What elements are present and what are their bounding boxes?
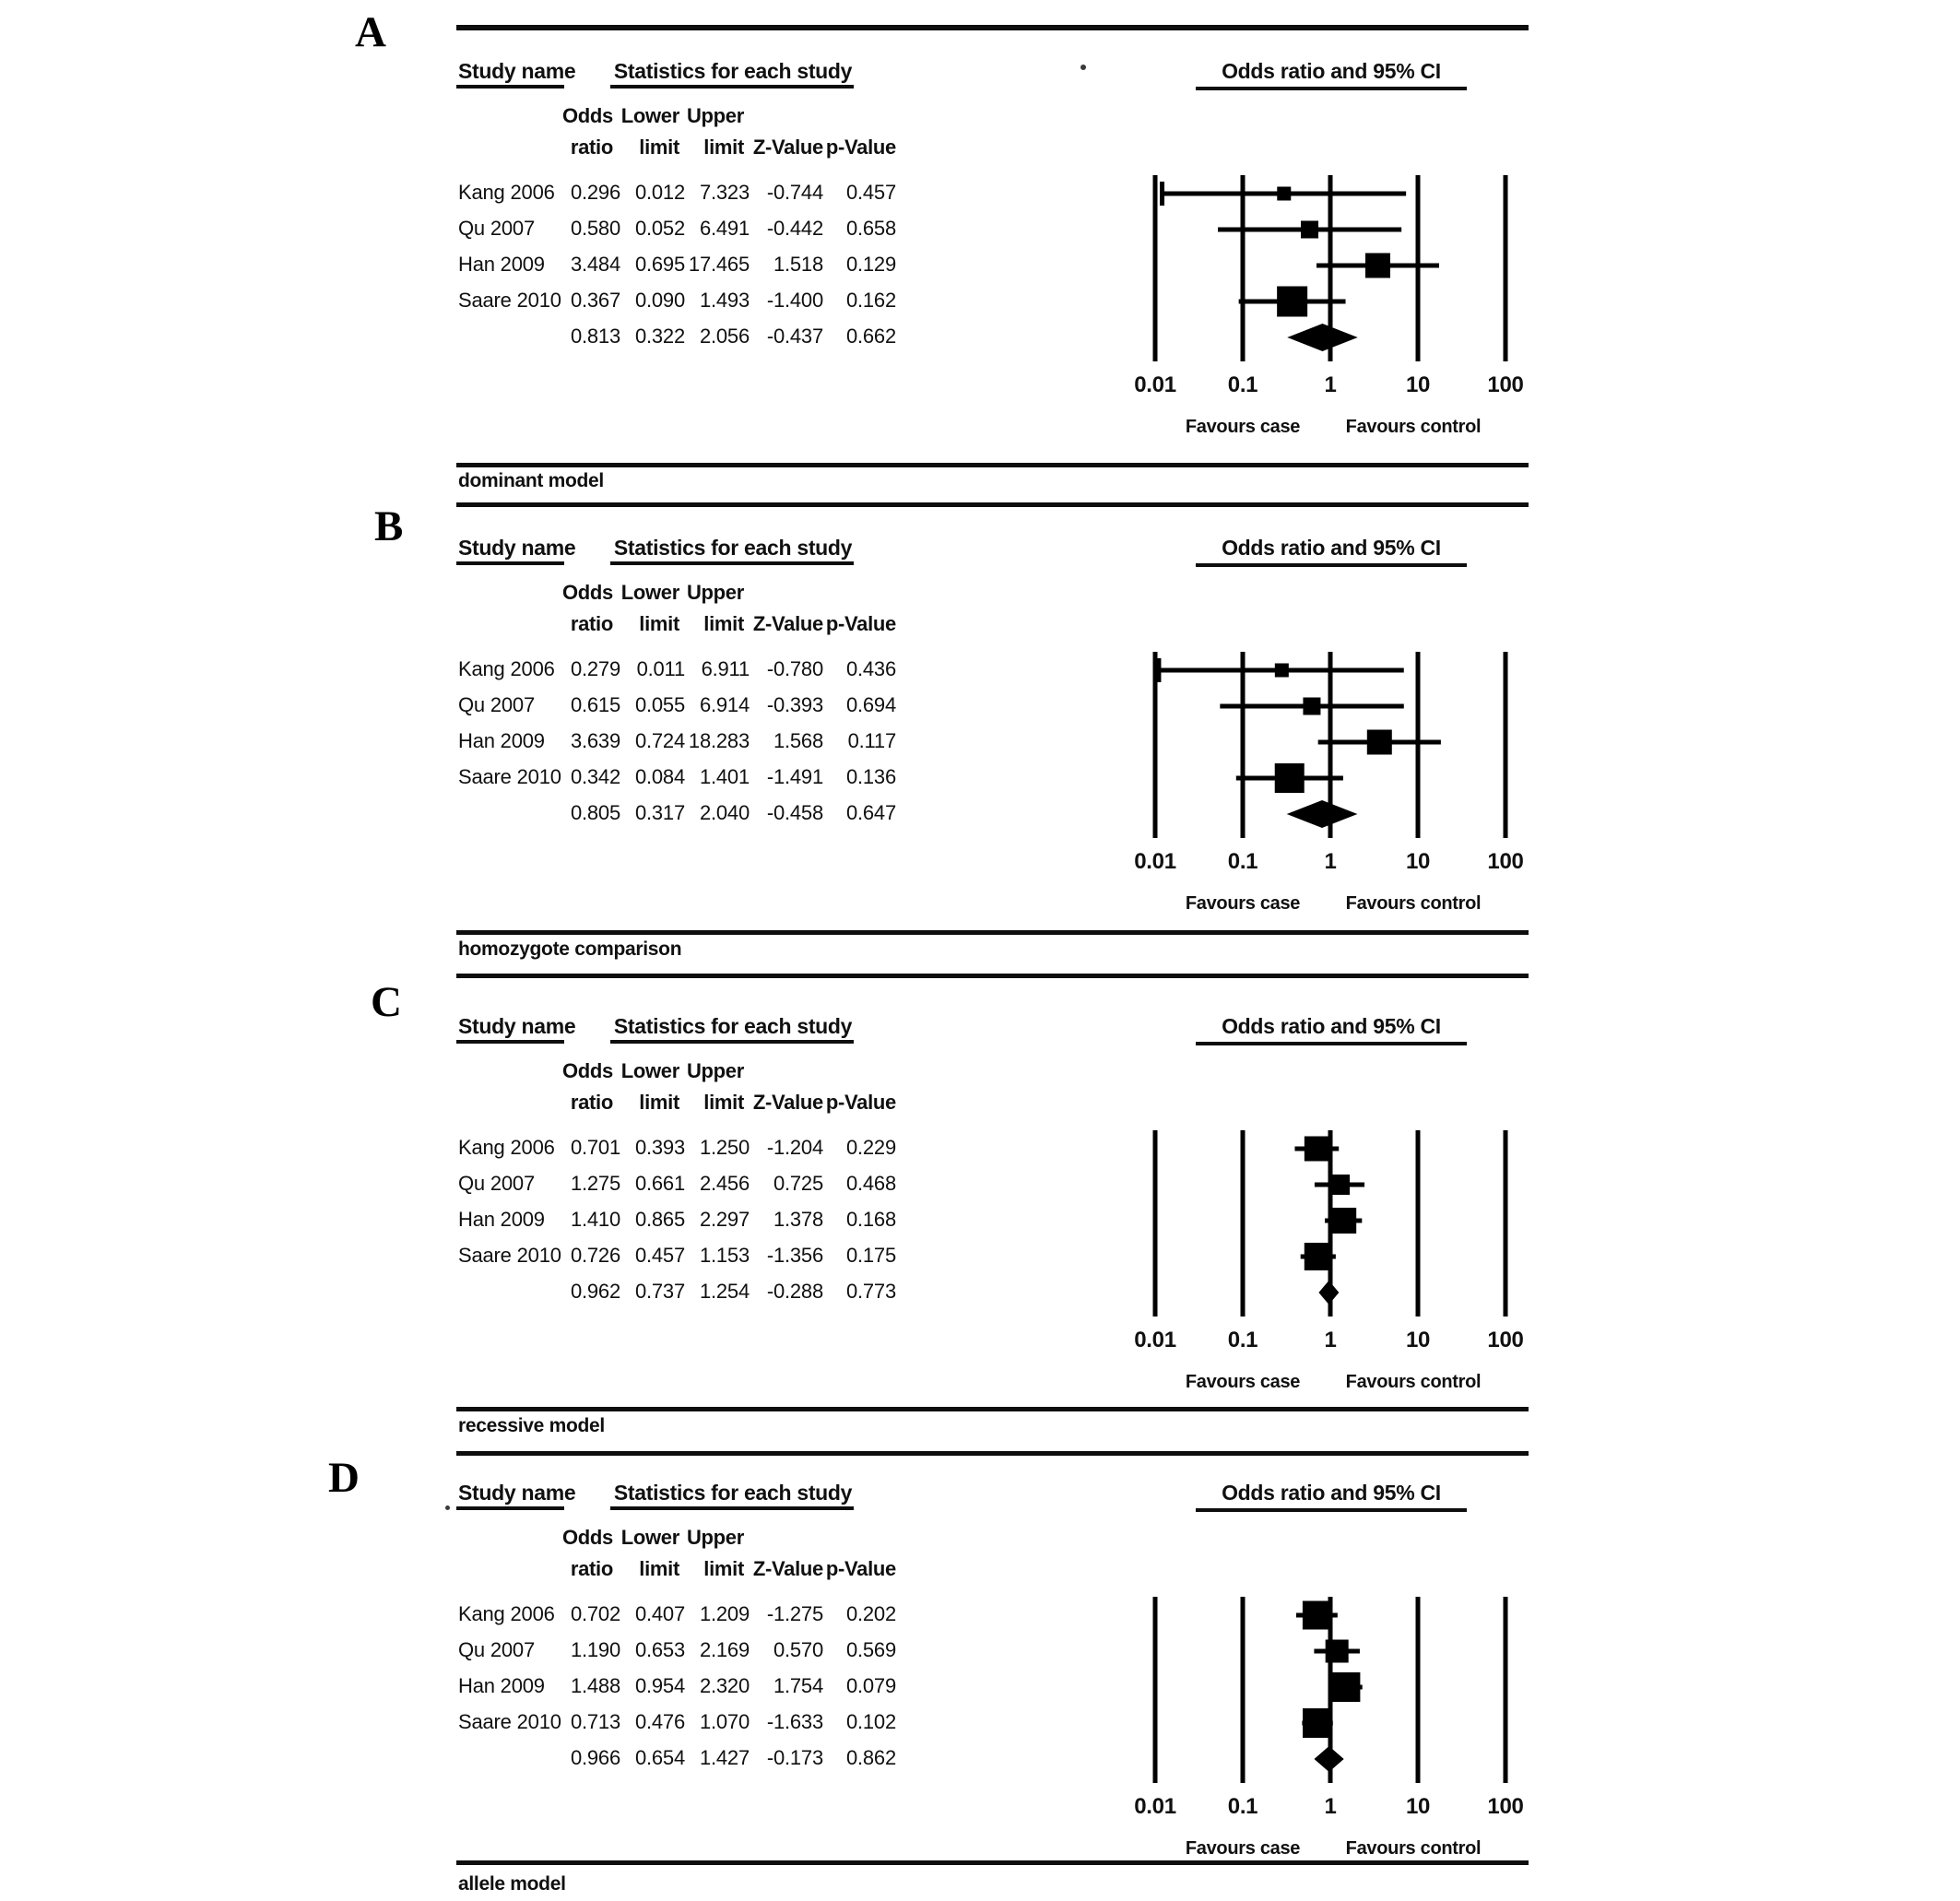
odds-ratio-value: 1.410	[570, 1208, 620, 1231]
column-header-z-value: Z-Value	[752, 136, 823, 159]
study-name: Saare 2010	[458, 289, 561, 312]
strip-rule	[456, 1451, 1529, 1456]
lower-limit-value: 0.724	[634, 729, 685, 752]
z-value-value: 0.725	[773, 1172, 823, 1195]
column-header-upper: Upper	[686, 104, 744, 127]
panel-letter-a: A	[355, 8, 386, 56]
favours-case-label: Favours case	[1185, 1838, 1301, 1859]
upper-limit-value: 2.169	[699, 1638, 750, 1661]
forest-plot-d	[1102, 1578, 1581, 1800]
forest-plot-c	[1102, 1112, 1581, 1333]
lower-limit-value: 0.012	[634, 181, 685, 204]
stats-header: Statistics for each study	[613, 536, 853, 560]
study-name: Han 2009	[458, 253, 545, 276]
favours-case-label: Favours case	[1185, 1372, 1301, 1392]
favours-case-label: Favours case	[1185, 417, 1301, 437]
upper-limit-value: 2.456	[699, 1172, 750, 1195]
model-label-homozygote-comparison: homozygote comparison	[458, 939, 682, 960]
upper-limit-value: 18.283	[688, 729, 750, 752]
upper-limit-value: 7.323	[699, 181, 750, 204]
odds-ratio-value: 1.275	[570, 1172, 620, 1195]
study-name-header: Study name	[458, 1481, 576, 1505]
stats-underline	[610, 1506, 854, 1510]
summary-diamond	[1287, 324, 1357, 351]
odds-ratio-value: 0.805	[570, 801, 620, 824]
study-name: Kang 2006	[458, 181, 555, 204]
upper-limit-value: 1.254	[699, 1280, 750, 1303]
lower-limit-value: 0.322	[634, 325, 685, 348]
column-header-z-value: Z-Value	[752, 612, 823, 635]
p-value-value: 0.569	[845, 1638, 896, 1661]
column-header-lower: Lower	[620, 104, 679, 127]
lower-limit-value: 0.052	[634, 217, 685, 240]
p-value-value: 0.202	[845, 1602, 896, 1625]
z-value-value: 1.754	[773, 1674, 823, 1697]
upper-limit-value: 6.491	[699, 217, 750, 240]
lower-limit-value: 0.084	[634, 765, 685, 788]
p-value-value: 0.175	[845, 1244, 896, 1267]
upper-limit-value: 2.297	[699, 1208, 750, 1231]
column-header-limit: limit	[639, 1557, 679, 1580]
axis-tick-label: 0.1	[1227, 1794, 1258, 1819]
favours-control-label: Favours control	[1345, 417, 1482, 437]
summary-diamond	[1314, 1746, 1343, 1772]
column-header-ratio: ratio	[570, 1091, 613, 1114]
summary-diamond	[1318, 1281, 1339, 1305]
plot-header-underline	[1196, 1508, 1467, 1512]
odds-ratio-value: 3.484	[570, 253, 620, 276]
z-value-value: -0.780	[766, 657, 823, 680]
study-name: Qu 2007	[458, 1638, 536, 1661]
p-value-value: 0.079	[845, 1674, 896, 1697]
study-name: Kang 2006	[458, 1602, 555, 1625]
or-marker	[1303, 698, 1320, 715]
column-header-ratio: ratio	[570, 612, 613, 635]
axis-tick-label: 0.01	[1134, 1328, 1176, 1352]
odds-ratio-value: 1.190	[570, 1638, 620, 1661]
z-value-value: 1.568	[773, 729, 823, 752]
summary-diamond	[1287, 800, 1358, 828]
panel-letter-c: C	[371, 978, 402, 1026]
p-value-value: 0.647	[845, 801, 896, 824]
axis-tick-label: 1	[1324, 849, 1337, 874]
p-value-value: 0.457	[845, 181, 896, 204]
lower-limit-value: 0.653	[634, 1638, 685, 1661]
study-name: Han 2009	[458, 1674, 545, 1697]
model-label-dominant-model: dominant model	[458, 470, 604, 491]
p-value-value: 0.468	[845, 1172, 896, 1195]
z-value-value: -1.356	[766, 1244, 823, 1267]
plot-header-underline	[1196, 1042, 1467, 1045]
stats-header: Statistics for each study	[613, 59, 853, 83]
upper-limit-value: 17.465	[688, 253, 750, 276]
column-header-lower: Lower	[620, 1059, 679, 1082]
upper-limit-value: 2.056	[699, 325, 750, 348]
column-header-limit: limit	[639, 136, 679, 159]
column-header-limit: limit	[703, 612, 744, 635]
upper-limit-value: 1.401	[699, 765, 750, 788]
or-marker	[1303, 1708, 1332, 1738]
upper-limit-value: 1.493	[699, 289, 750, 312]
study-name: Han 2009	[458, 729, 545, 752]
forest-plot-b	[1102, 633, 1581, 855]
plot-header-underline	[1196, 563, 1467, 567]
z-value-value: -0.458	[766, 801, 823, 824]
z-value-value: 1.378	[773, 1208, 823, 1231]
or-marker	[1303, 1601, 1331, 1630]
column-header-limit: limit	[703, 1091, 744, 1114]
study-name: Saare 2010	[458, 765, 561, 788]
z-value-value: -1.633	[766, 1710, 823, 1733]
z-value-value: -0.173	[766, 1746, 823, 1769]
study-name: Han 2009	[458, 1208, 545, 1231]
odds-ratio-value: 0.702	[570, 1602, 620, 1625]
axis-tick-label: 10	[1405, 1328, 1431, 1352]
p-value-value: 0.662	[845, 325, 896, 348]
column-header-ratio: ratio	[570, 136, 613, 159]
column-header-odds: Odds	[561, 581, 613, 604]
axis-tick-label: 1	[1324, 1794, 1337, 1819]
axis-tick-label: 10	[1405, 372, 1431, 397]
column-header-upper: Upper	[686, 581, 744, 604]
z-value-value: -0.744	[766, 181, 823, 204]
axis-tick-label: 0.1	[1227, 372, 1258, 397]
p-value-value: 0.136	[845, 765, 896, 788]
column-header-z-value: Z-Value	[752, 1557, 823, 1580]
odds-ratio-value: 0.367	[570, 289, 620, 312]
stats-header: Statistics for each study	[613, 1481, 853, 1505]
p-value-value: 0.129	[845, 253, 896, 276]
study-name-underline	[456, 561, 564, 565]
model-label-recessive-model: recessive model	[458, 1415, 605, 1436]
z-value-value: -0.393	[766, 693, 823, 716]
lower-limit-value: 0.317	[634, 801, 685, 824]
column-header-odds: Odds	[561, 1526, 613, 1549]
upper-limit-value: 2.320	[699, 1674, 750, 1697]
z-value-value: -1.400	[766, 289, 823, 312]
p-value-value: 0.862	[845, 1746, 896, 1769]
column-header-lower: Lower	[620, 1526, 679, 1549]
stats-underline	[610, 1040, 854, 1044]
upper-limit-value: 1.250	[699, 1136, 750, 1159]
odds-ratio-value: 0.726	[570, 1244, 620, 1267]
strip-rule	[456, 1860, 1529, 1865]
upper-limit-value: 1.427	[699, 1746, 750, 1769]
artifact-dot	[1080, 65, 1086, 70]
odds-ratio-value: 0.713	[570, 1710, 620, 1733]
upper-limit-value: 6.911	[701, 657, 750, 680]
favours-control-label: Favours control	[1345, 1838, 1482, 1859]
upper-limit-value: 6.914	[699, 693, 750, 716]
axis-tick-label: 10	[1405, 849, 1431, 874]
study-name: Kang 2006	[458, 657, 555, 680]
column-header-p-value: p-Value	[825, 1557, 896, 1580]
odds-ratio-value: 0.701	[570, 1136, 620, 1159]
column-header-upper: Upper	[686, 1526, 744, 1549]
study-name-underline	[456, 1040, 564, 1044]
odds-ratio-value: 0.279	[570, 657, 620, 680]
plot-header: Odds ratio and 95% CI	[1222, 1014, 1441, 1038]
or-marker	[1305, 1243, 1332, 1270]
odds-ratio-value: 0.615	[570, 693, 620, 716]
column-header-limit: limit	[703, 1557, 744, 1580]
plot-header: Odds ratio and 95% CI	[1222, 1481, 1441, 1505]
study-name-header: Study name	[458, 536, 576, 560]
z-value-value: -1.275	[766, 1602, 823, 1625]
z-value-value: -0.442	[766, 217, 823, 240]
odds-ratio-value: 0.962	[570, 1280, 620, 1303]
column-header-lower: Lower	[620, 581, 679, 604]
study-name: Saare 2010	[458, 1244, 561, 1267]
or-marker	[1329, 1175, 1350, 1195]
axis-tick-label: 100	[1487, 849, 1524, 874]
odds-ratio-value: 1.488	[570, 1674, 620, 1697]
panel-letter-d: D	[328, 1454, 360, 1502]
odds-ratio-value: 0.813	[570, 325, 620, 348]
upper-limit-value: 1.209	[699, 1602, 750, 1625]
lower-limit-value: 0.011	[636, 657, 685, 680]
odds-ratio-value: 0.342	[570, 765, 620, 788]
or-marker	[1275, 763, 1305, 793]
favours-control-label: Favours control	[1345, 1372, 1482, 1392]
lower-limit-value: 0.954	[634, 1674, 685, 1697]
study-name: Qu 2007	[458, 1172, 536, 1195]
column-header-z-value: Z-Value	[752, 1091, 823, 1114]
strip-rule	[456, 1407, 1529, 1411]
figure-top-rule	[456, 25, 1529, 30]
strip-rule	[456, 930, 1529, 935]
z-value-value: -1.204	[766, 1136, 823, 1159]
or-marker	[1330, 1672, 1360, 1702]
plot-header: Odds ratio and 95% CI	[1222, 59, 1441, 83]
study-name: Qu 2007	[458, 217, 536, 240]
p-value-value: 0.162	[845, 289, 896, 312]
lower-limit-value: 0.865	[634, 1208, 685, 1231]
study-name: Qu 2007	[458, 693, 536, 716]
axis-tick-label: 0.01	[1134, 372, 1176, 397]
column-header-limit: limit	[639, 1091, 679, 1114]
axis-tick-label: 1	[1324, 372, 1337, 397]
axis-tick-label: 100	[1487, 372, 1524, 397]
study-name-underline	[456, 1506, 564, 1510]
model-label-allele-model: allele model	[458, 1873, 566, 1895]
or-marker	[1330, 1208, 1356, 1234]
column-header-upper: Upper	[686, 1059, 744, 1082]
or-marker	[1275, 664, 1289, 678]
study-name-underline	[456, 85, 564, 89]
lower-limit-value: 0.393	[634, 1136, 685, 1159]
or-marker	[1301, 221, 1318, 239]
strip-rule	[456, 974, 1529, 978]
study-name-header: Study name	[458, 1014, 576, 1038]
or-marker	[1365, 254, 1390, 278]
z-value-value: -0.437	[766, 325, 823, 348]
odds-ratio-value: 0.966	[570, 1746, 620, 1769]
lower-limit-value: 0.090	[634, 289, 685, 312]
column-header-p-value: p-Value	[825, 612, 896, 635]
axis-tick-label: 0.1	[1227, 1328, 1258, 1352]
axis-tick-label: 10	[1405, 1794, 1431, 1819]
p-value-value: 0.168	[845, 1208, 896, 1231]
lower-limit-value: 0.457	[634, 1244, 685, 1267]
column-header-limit: limit	[703, 136, 744, 159]
lower-limit-value: 0.407	[634, 1602, 685, 1625]
column-header-ratio: ratio	[570, 1557, 613, 1580]
lower-limit-value: 0.737	[634, 1280, 685, 1303]
column-header-limit: limit	[639, 612, 679, 635]
lower-limit-value: 0.055	[634, 693, 685, 716]
p-value-value: 0.658	[845, 217, 896, 240]
column-header-p-value: p-Value	[825, 136, 896, 159]
upper-limit-value: 2.040	[699, 801, 750, 824]
forest-plot-a	[1102, 157, 1581, 378]
p-value-value: 0.229	[845, 1136, 896, 1159]
z-value-value: -0.288	[766, 1280, 823, 1303]
or-marker	[1277, 287, 1307, 317]
study-name-header: Study name	[458, 59, 576, 83]
p-value-value: 0.436	[845, 657, 896, 680]
odds-ratio-value: 3.639	[570, 729, 620, 752]
z-value-value: 1.518	[773, 253, 823, 276]
odds-ratio-value: 0.580	[570, 217, 620, 240]
lower-limit-value: 0.661	[634, 1172, 685, 1195]
or-marker	[1277, 187, 1291, 201]
column-header-odds: Odds	[561, 104, 613, 127]
odds-ratio-value: 0.296	[570, 181, 620, 204]
panel-letter-b: B	[374, 502, 404, 550]
axis-tick-label: 1	[1324, 1328, 1337, 1352]
stats-underline	[610, 561, 854, 565]
p-value-value: 0.773	[845, 1280, 896, 1303]
or-marker	[1367, 730, 1392, 755]
axis-tick-label: 100	[1487, 1794, 1524, 1819]
lower-limit-value: 0.695	[634, 253, 685, 276]
axis-tick-label: 0.01	[1134, 849, 1176, 874]
upper-limit-value: 1.153	[699, 1244, 750, 1267]
z-value-value: 0.570	[773, 1638, 823, 1661]
z-value-value: -1.491	[766, 765, 823, 788]
plot-header-underline	[1196, 87, 1467, 90]
favours-control-label: Favours control	[1345, 893, 1482, 914]
p-value-value: 0.694	[845, 693, 896, 716]
upper-limit-value: 1.070	[699, 1710, 750, 1733]
p-value-value: 0.102	[845, 1710, 896, 1733]
axis-tick-label: 0.1	[1227, 849, 1258, 874]
axis-tick-label: 0.01	[1134, 1794, 1176, 1819]
column-header-odds: Odds	[561, 1059, 613, 1082]
strip-rule	[456, 463, 1529, 467]
stats-underline	[610, 85, 854, 89]
axis-tick-label: 100	[1487, 1328, 1524, 1352]
column-header-p-value: p-Value	[825, 1091, 896, 1114]
lower-limit-value: 0.476	[634, 1710, 685, 1733]
stats-header: Statistics for each study	[613, 1014, 853, 1038]
strip-rule	[456, 502, 1529, 507]
or-marker	[1305, 1137, 1329, 1162]
or-marker	[1326, 1640, 1349, 1663]
artifact-dot	[445, 1505, 450, 1510]
p-value-value: 0.117	[847, 729, 896, 752]
lower-limit-value: 0.654	[634, 1746, 685, 1769]
study-name: Kang 2006	[458, 1136, 555, 1159]
favours-case-label: Favours case	[1185, 893, 1301, 914]
plot-header: Odds ratio and 95% CI	[1222, 536, 1441, 560]
study-name: Saare 2010	[458, 1710, 561, 1733]
